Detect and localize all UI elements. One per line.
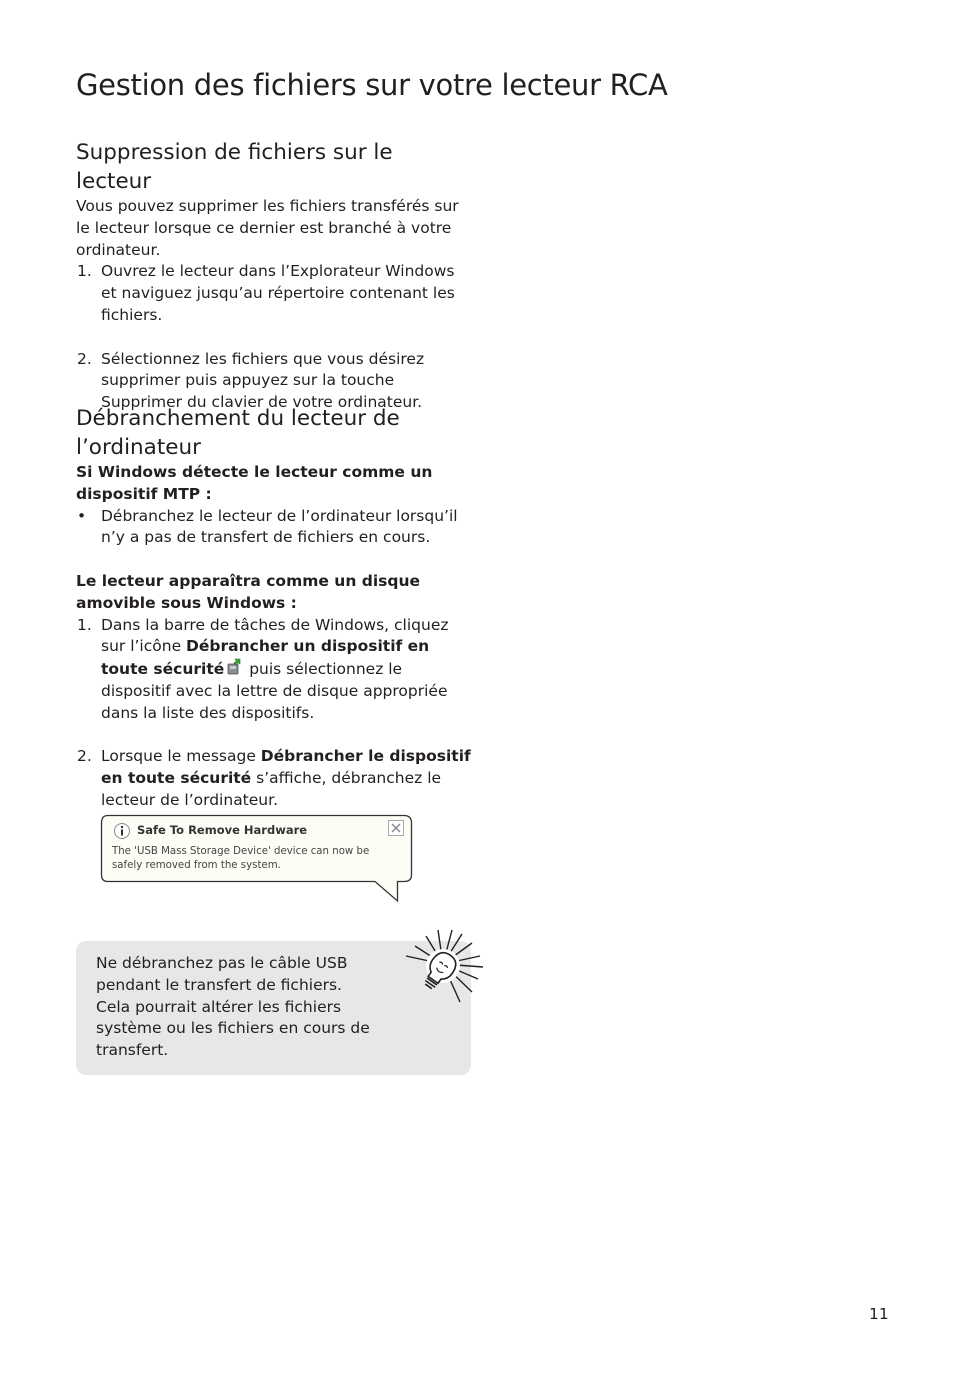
mtp-subheading: Si Windows détecte le lecteur comme un dispositif MTP : <box>76 463 433 503</box>
step-text: Sélectionnez les fichiers que vous désirez supprimer puis appuyez sur la touche Supprimer du clavier de votre ordinateur. <box>101 349 425 412</box>
page-title: Gestion des fichiers sur votre lecteur RCA <box>76 68 668 102</box>
step-number: 2. <box>77 349 92 368</box>
step-text-bold: Débrancher le dispositif en toute sécurité <box>101 747 471 788</box>
step-text-bold: Débrancher un dispositif en toute sécurité <box>101 637 430 679</box>
section-heading-delete: Suppression de fichiers sur le lecteur <box>76 140 393 194</box>
balloon-body: The 'USB Mass Storage Device' device can now be safely removed from the system. <box>112 846 370 871</box>
section-delete-files <box>76 138 472 414</box>
safe-remove-balloon <box>100 814 416 906</box>
list-item <box>76 615 472 725</box>
page-number: 11 <box>869 1305 889 1323</box>
list-item <box>76 261 472 326</box>
list-item <box>76 506 472 550</box>
step-number: 1. <box>77 262 92 281</box>
step-text-before: Lorsque le message <box>101 747 261 766</box>
tip-text: Ne débranchez pas le câble USB pendant le transfert de fichiers. Cela pourrait altérer les fichiers système ou les fichiers en cours de transfert. <box>96 954 370 1060</box>
safely-remove-hardware-icon <box>226 658 242 676</box>
section-disconnect <box>76 404 472 812</box>
step-text-after: puis sélectionnez le dispositif avec la lettre de disque appropriée dans la liste des dispositifs. <box>101 660 448 722</box>
step-number: 1. <box>77 615 92 634</box>
lightbulb-icon <box>400 926 486 1016</box>
bullet-text: Débranchez le lecteur de l’ordinateur lorsqu’il n’y a pas de transfert de fichiers en cours. <box>101 506 458 547</box>
section-intro: Vous pouvez supprimer les fichiers transférés sur le lecteur lorsque ce dernier est branché à votre ordinateur. <box>76 197 459 259</box>
removable-subheading: Le lecteur apparaîtra comme un disque amovible sous Windows : <box>76 571 421 612</box>
bullet-mark: • <box>77 506 87 525</box>
step-text: Ouvrez le lecteur dans l’Explorateur Windows et naviguez jusqu’au répertoire contenant les fichiers. <box>101 262 455 324</box>
step-text-before: Dans la barre de tâches de Windows, cliquez sur l’icône <box>101 615 449 656</box>
list-item <box>76 746 472 811</box>
step-number: 2. <box>77 747 92 766</box>
step-text-after: s’affiche, débranchez le lecteur de l’ordinateur. <box>101 769 442 809</box>
section-heading-disconnect: Débranchement du lecteur de l’ordinateur <box>76 406 400 460</box>
balloon-title: Safe To Remove Hardware <box>137 823 308 837</box>
